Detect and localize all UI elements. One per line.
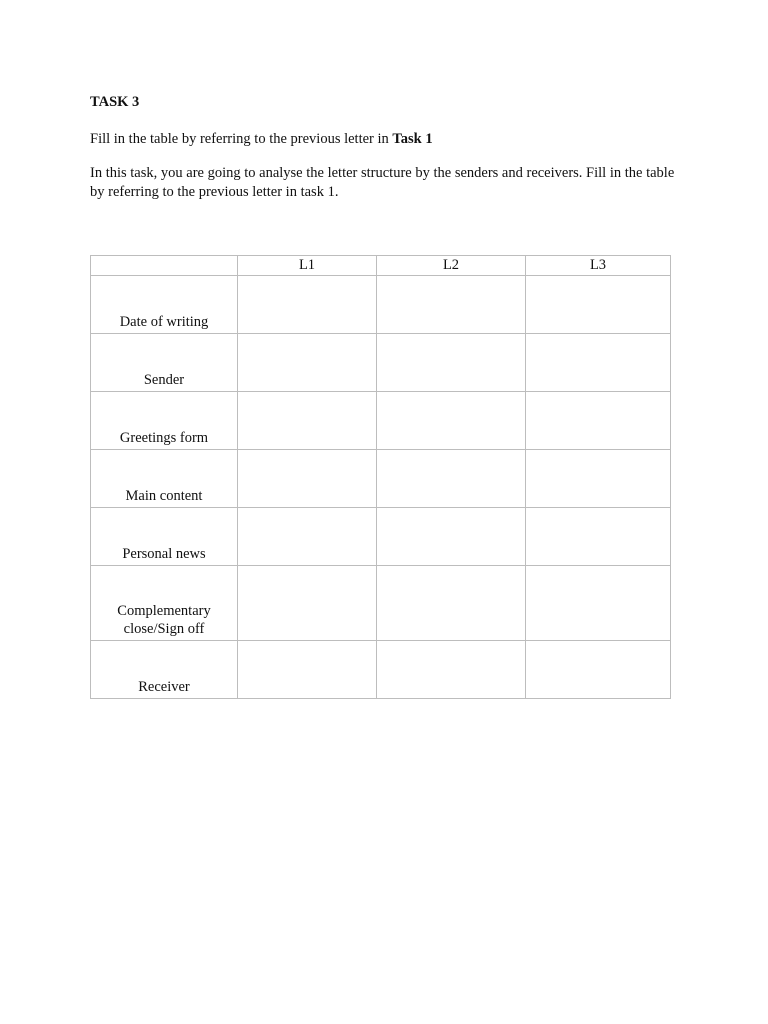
- row-label-sender: Sender: [91, 334, 238, 392]
- row-label-personal-news: Personal news: [91, 508, 238, 566]
- table-row: [91, 450, 671, 508]
- answer-cell-l1[interactable]: [238, 641, 377, 699]
- answer-cell-l3[interactable]: [526, 450, 671, 508]
- table-row: [91, 641, 671, 699]
- answer-cell-l1[interactable]: [238, 508, 377, 566]
- answer-cell-l1[interactable]: [238, 566, 377, 641]
- letter-structure-table: [90, 255, 671, 699]
- answer-cell-l1[interactable]: [238, 334, 377, 392]
- table-row: [91, 566, 671, 641]
- answer-cell-l2[interactable]: [377, 641, 526, 699]
- task-heading: TASK 3: [90, 94, 140, 110]
- answer-cell-l2[interactable]: [377, 334, 526, 392]
- task-intro-paragraph: In this task, you are going to analyse the letter structure by the senders and receivers. Fill in the table by referring to the previous letter in task 1.: [90, 165, 675, 200]
- answer-cell-l2[interactable]: [377, 392, 526, 450]
- answer-cell-l1[interactable]: [238, 450, 377, 508]
- answer-cell-l3[interactable]: [526, 641, 671, 699]
- instruction-text: Fill in the table by referring to the previous letter in: [90, 131, 393, 147]
- header-cell-blank: [91, 256, 238, 276]
- instruction-bold-reference: Task 1: [392, 131, 433, 147]
- answer-cell-l2[interactable]: [377, 276, 526, 334]
- answer-cell-l3[interactable]: [526, 276, 671, 334]
- answer-cell-l2[interactable]: [377, 566, 526, 641]
- answer-cell-l3[interactable]: [526, 508, 671, 566]
- header-cell-l2: L2: [377, 256, 526, 276]
- answer-cell-l1[interactable]: [238, 392, 377, 450]
- answer-cell-l2[interactable]: [377, 508, 526, 566]
- table-header-row: [91, 256, 671, 276]
- row-label-complementary-close: Complementary close/Sign off: [91, 566, 238, 641]
- answer-cell-l3[interactable]: [526, 392, 671, 450]
- table-row: [91, 392, 671, 450]
- table-row: [91, 334, 671, 392]
- header-cell-l1: L1: [238, 256, 377, 276]
- header-cell-l3: L3: [526, 256, 671, 276]
- row-label-main-content: Main content: [91, 450, 238, 508]
- answer-cell-l3[interactable]: [526, 334, 671, 392]
- row-label-receiver: Receiver: [91, 641, 238, 699]
- table-row: [91, 276, 671, 334]
- answer-cell-l1[interactable]: [238, 276, 377, 334]
- row-label-date-of-writing: Date of writing: [91, 276, 238, 334]
- row-label-greetings-form: Greetings form: [91, 392, 238, 450]
- table-row: [91, 508, 671, 566]
- answer-cell-l3[interactable]: [526, 566, 671, 641]
- answer-cell-l2[interactable]: [377, 450, 526, 508]
- task-instruction: [90, 130, 433, 149]
